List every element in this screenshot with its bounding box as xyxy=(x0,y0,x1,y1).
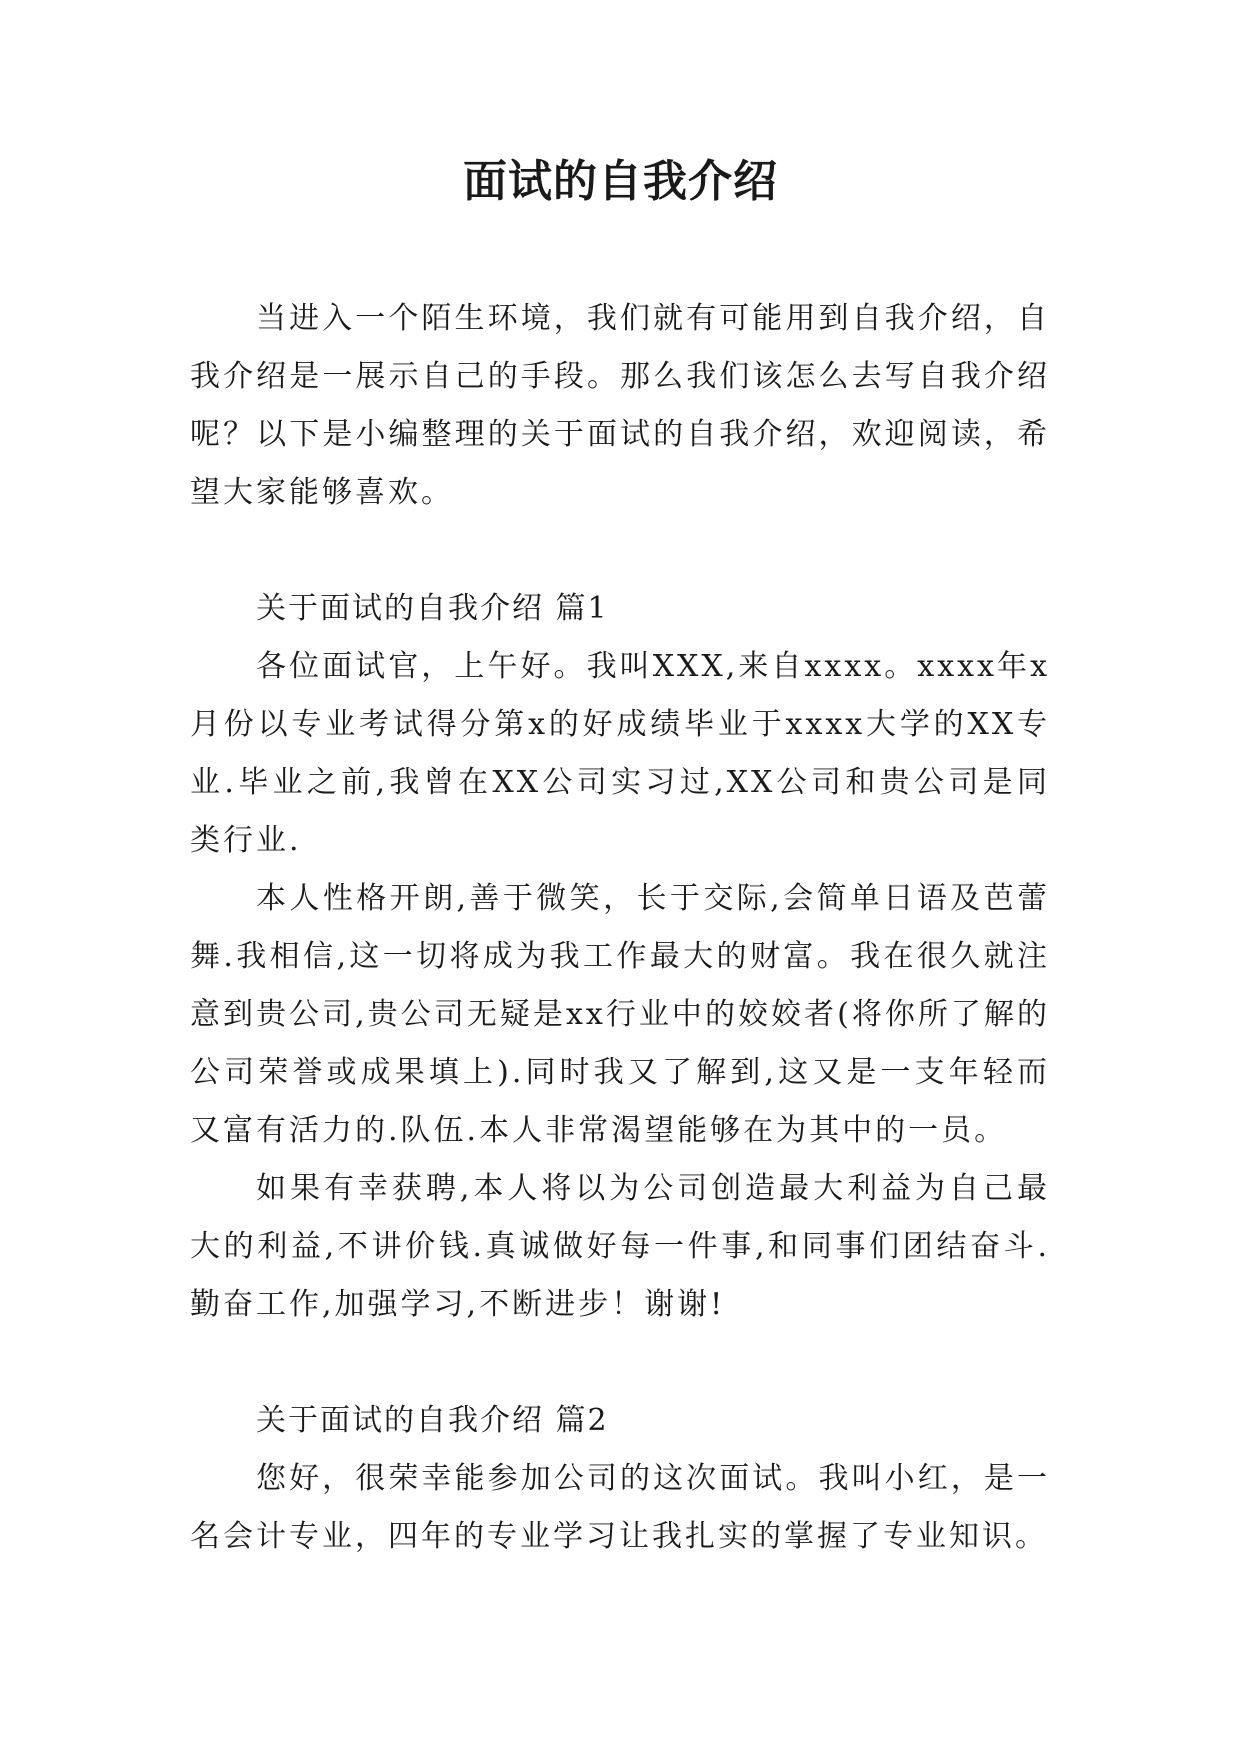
section-1-paragraph-1: 各位面试官，上午好。我叫XXX,来自xxxx。xxxx年x月份以专业考试得分第x的好成绩毕业于xxxx大学的XX专业.毕业之前,我曾在XX公司实习过,XX公司和贵公司是同类行业. xyxy=(190,649,1050,858)
section-1-paragraph-2: 本人性格开朗,善于微笑，长于交际,会简单日语及芭蕾舞.我相信,这一切将成为我工作最大的财富。我在很久就注意到贵公司,贵公司无疑是xx行业中的姣姣者(将你所了解的公司荣誉或成果填上).同时我又了解到,这又是一支年轻而又富有活力的.队伍.本人非常渴望能够在为其中的一员。 xyxy=(190,881,1050,1148)
section-1-paragraph-3: 如果有幸获聘,本人将以为公司创造最大利益为自己最大的利益,不讲价钱.真诚做好每一件事,和同事们团结奋斗.勤奋工作,加强学习,不断进步！谢谢! xyxy=(190,1171,1050,1322)
section-2-paragraph-1: 您好，很荣幸能参加公司的这次面试。我叫小红，是一名会计专业，四年的专业学习让我扎实的掌握了专业知识。 xyxy=(190,1461,1050,1554)
intro-paragraph: 当进入一个陌生环境，我们就有可能用到自我介绍，自我介绍是一展示自己的手段。那么我们该怎么去写自我介绍呢？以下是小编整理的关于面试的自我介绍，欢迎阅读，希望大家能够喜欢。 xyxy=(190,301,1050,510)
section-2-heading: 关于面试的自我介绍 篇2 xyxy=(256,1403,609,1438)
document-body xyxy=(190,290,1050,1566)
section-spacer xyxy=(190,1334,1050,1392)
document-title: 面试的自我介绍 xyxy=(463,156,778,207)
section-1-heading: 关于面试的自我介绍 篇1 xyxy=(256,591,609,626)
